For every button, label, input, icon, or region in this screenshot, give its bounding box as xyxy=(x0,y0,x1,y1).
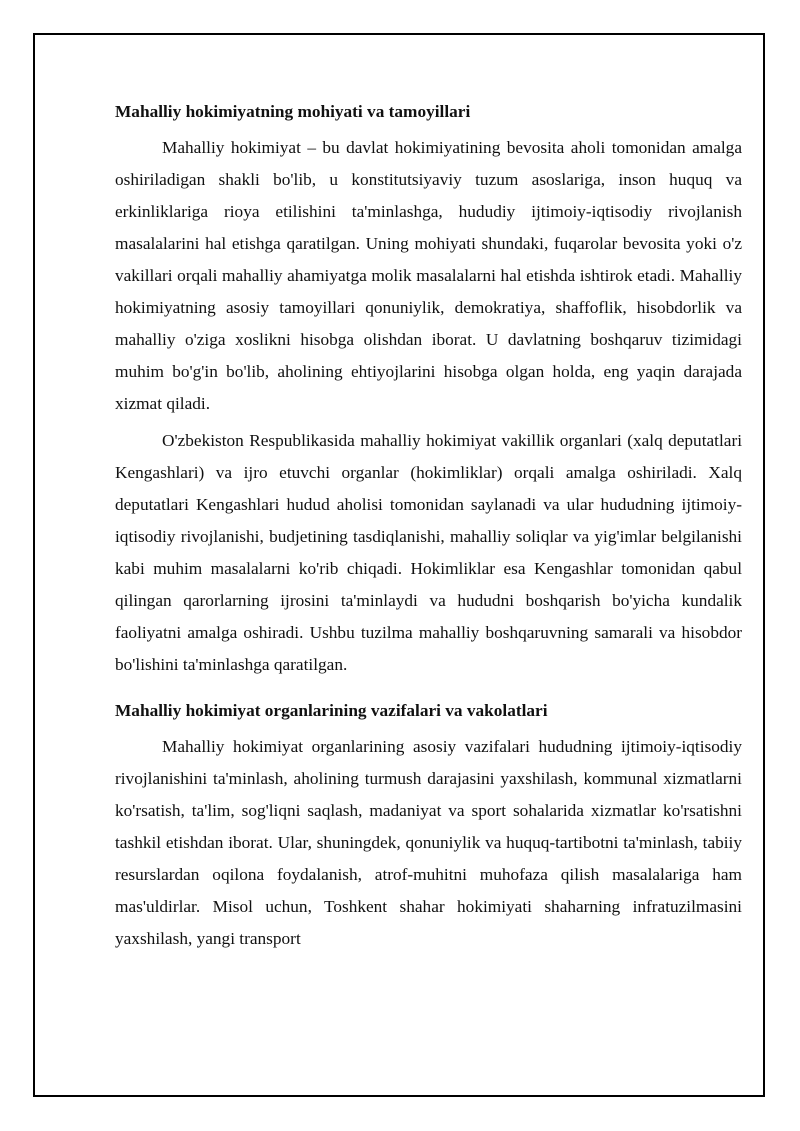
section-heading: Mahalliy hokimiyat organlarining vazifalari va vakolatlari xyxy=(115,701,548,720)
section-heading: Mahalliy hokimiyatning mohiyati va tamoyillari xyxy=(115,102,471,121)
paragraph: Mahalliy hokimiyat – bu davlat hokimiyatining bevosita aholi tomonidan amalga oshiriladigan shakli bo'lib, u konstitutsiyaviy tuzum asoslariga, inson huquq va erkinliklariga rioya etilishini ta'minlashga, hududiy ijtimoiy-iqtisodiy rivojlanish masalalarini hal etishga qaratilgan. Uning mohiyati shundaki, fuqarolar bevosita yoki o'z vakillari orqali mahalliy ahamiyatga molik masalalarni hal etishda ishtirok etadi. Mahalliy hokimiyatning asosiy tamoyillari qonuniylik, demokratiya, shaffoflik, hisobdorlik va mahalliy o'ziga xoslikni hisobga olishdan iborat. U davlatning boshqaruv tizimidagi muhim bo'g'in bo'lib, aholining ehtiyojlarini hisobga olgan holda, eng yaqin darajada xizmat qiladi. xyxy=(115,138,742,413)
paragraph: O'zbekiston Respublikasida mahalliy hokimiyat vakillik organlari (xalq deputatlari Kengashlari) va ijro etuvchi organlar (hokimliklar) orqali amalga oshiriladi. Xalq deputatlari Kengashlari hudud aholisi tomonidan saylanadi va ular hududning ijtimoiy-iqtisodiy rivojlanishi, budjetining tasdiqlanishi, mahalliy soliqlar va yig'imlar belgilanishi kabi muhim masalalarni ko'rib chiqadi. Hokimliklar esa Kengashlar tomonidan qabul qilingan qarorlarning ijrosini ta'minlaydi va hududni boshqarish bo'yicha kundalik faoliyatni amalga oshiradi. Ushbu tuzilma mahalliy boshqaruvning samarali va hisobdor bo'lishini ta'minlashga qaratilgan. xyxy=(115,431,742,674)
paragraph: Mahalliy hokimiyat organlarining asosiy vazifalari hududning ijtimoiy-iqtisodiy rivojlanishini ta'minlash, aholining turmush darajasini yaxshilash, kommunal xizmatlarni ko'rsatish, ta'lim, sog'liqni saqlash, madaniyat va sport sohalarida xizmatlar ko'rsatishni tashkil etishdan iborat. Ular, shuningdek, qonuniylik va huquq-tartibotni ta'minlash, tabiiy resurslardan oqilona foydalanish, atrof-muhitni muhofaza qilish masalalariga ham mas'uldirlar. Misol uchun, Toshkent shahar hokimiyati shaharning infratuzilmasini yaxshilash, yangi transport xyxy=(115,737,742,948)
document-body xyxy=(115,97,742,960)
